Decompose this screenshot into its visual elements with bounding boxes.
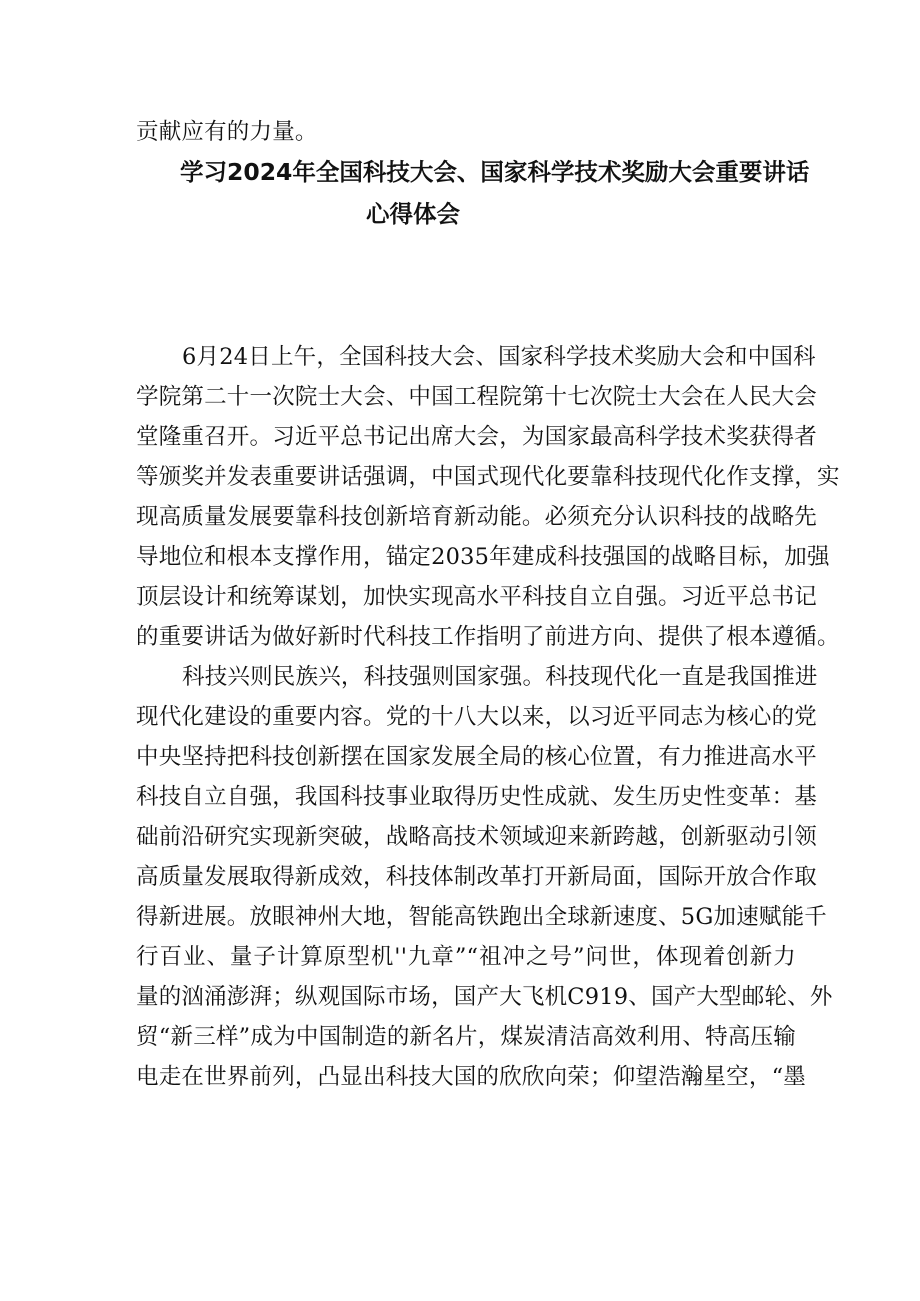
- article-title-line-2: 心得体会: [366, 200, 460, 228]
- paragraph-2-line: 行百业、量子计算原型机''九章”“祖冲之号”问世，体现着创新力: [136, 944, 796, 970]
- paragraph-1-line: 的重要讲话为做好新时代科技工作指明了前进方向、提供了根本遵循。: [136, 624, 840, 650]
- paragraph-2-line: 贸“新三样”成为中国制造的新名片，煤炭清洁高效利用、特高压输: [136, 1024, 796, 1050]
- carryover-line: 贡献应有的力量。: [136, 119, 318, 145]
- paragraph-2-line: 得新进展。放眼神州大地，智能高铁跑出全球新速度、5G加速赋能千: [136, 904, 827, 930]
- paragraph-2-line: 科技兴则民族兴，科技强则国家强。科技现代化一直是我国推进: [182, 664, 818, 690]
- paragraph-1-line: 顶层设计和统筹谋划，加快实现高水平科技自立自强。习近平总书记: [136, 584, 818, 610]
- paragraph-1-line: 学院第二十一次院士大会、中国工程院第十七次院士大会在人民大会: [136, 384, 818, 410]
- paragraph-2-line: 高质量发展取得新成效，科技体制改革打开新局面，国际开放合作取: [136, 864, 818, 890]
- paragraph-2-line: 础前沿研究实现新突破，战略高技术领域迎来新跨越，创新驱动引领: [136, 824, 818, 850]
- paragraph-2-line: 科技自立自强，我国科技事业取得历史性成就、发生历史性变革：基: [136, 784, 818, 810]
- paragraph-1-line: 导地位和根本支撑作用，锚定2035年建成科技强国的战略目标，加强: [136, 544, 830, 570]
- paragraph-1-line: 堂隆重召开。习近平总书记出席大会，为国家最高科学技术奖获得者: [136, 424, 818, 450]
- paragraph-1-line: 6月24日上午，全国科技大会、国家科学技术奖励大会和中国科: [182, 344, 816, 370]
- paragraph-2-line: 中央坚持把科技创新摆在国家发展全局的核心位置，有力推进高水平: [136, 744, 818, 770]
- paragraph-1-line: 等颁奖并发表重要讲话强调，中国式现代化要靠科技现代化作支撑，实: [136, 464, 840, 490]
- paragraph-2-line: 现代化建设的重要内容。党的十八大以来，以习近平同志为核心的党: [136, 704, 818, 730]
- paragraph-1-line: 现高质量发展要靠科技创新培育新动能。必须充分认识科技的战略先: [136, 504, 818, 530]
- paragraph-2-line: 电走在世界前列，凸显出科技大国的欣欣向荣；仰望浩瀚星空，“墨: [136, 1064, 807, 1090]
- article-title-line-1: 学习2024年全国科技大会、国家科学技术奖励大会重要讲话: [180, 158, 810, 186]
- paragraph-2-line: 量的汹涌澎湃；纵观国际市场，国产大飞机C919、国产大型邮轮、外: [136, 984, 833, 1010]
